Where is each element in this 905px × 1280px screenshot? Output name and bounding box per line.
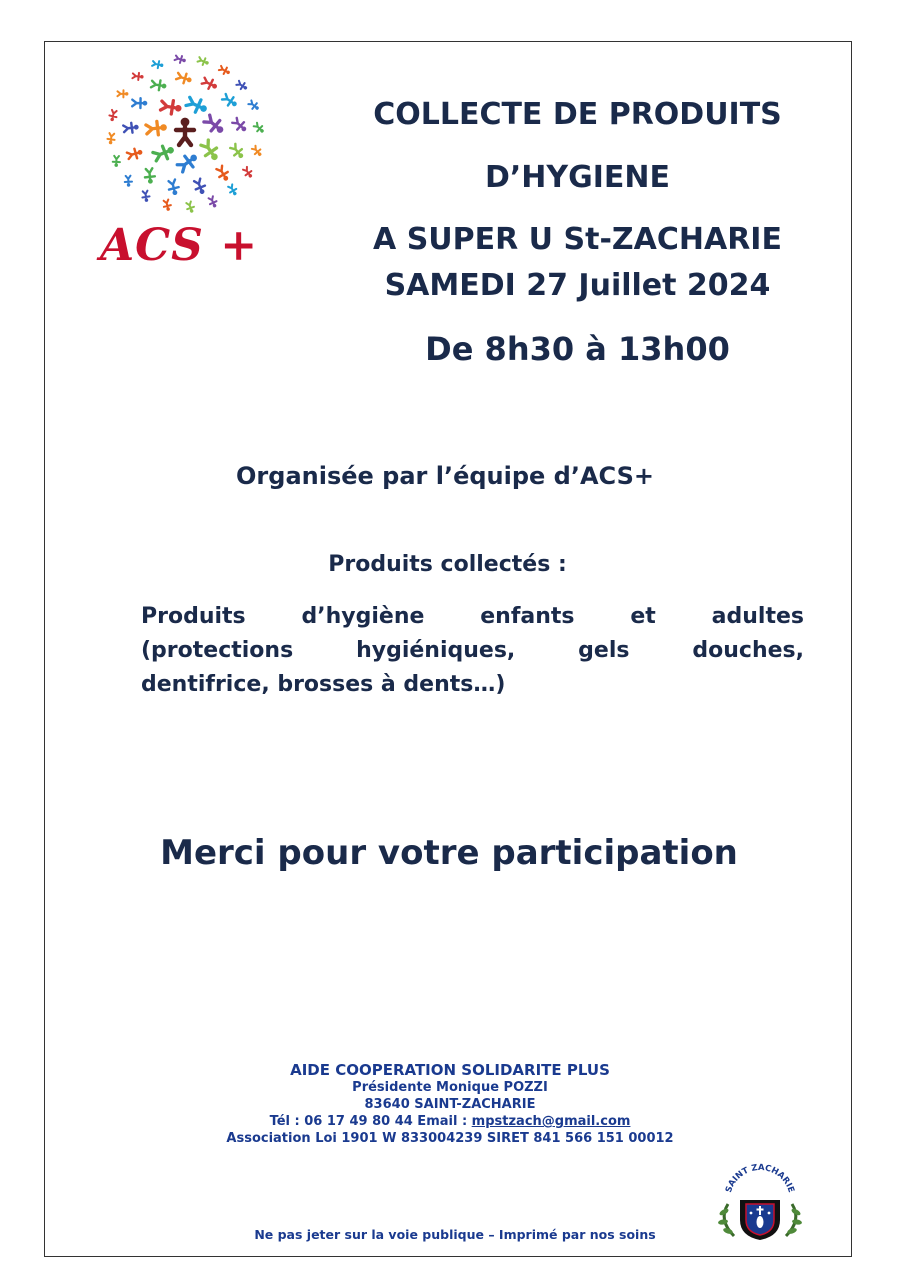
product-word: et: [630, 604, 656, 629]
person-figure-icon: [231, 117, 249, 134]
product-word: douches,: [692, 638, 804, 663]
headline-line-1: COLLECTE DE PRODUITS: [373, 97, 782, 132]
person-figure-icon: [242, 166, 254, 179]
person-figure-icon: [185, 201, 195, 214]
person-figure-icon: [167, 179, 180, 196]
contact-line: [150, 1113, 750, 1130]
products-description: [141, 600, 804, 702]
registration-line: Association Loi 1901 W 833004239 SIRET 841 566 151 00012: [226, 1131, 674, 1146]
association-footer: [150, 1062, 750, 1147]
email-link[interactable]: mpstzach@gmail.com: [471, 1114, 631, 1129]
thank-you-message: Merci pour votre participation: [160, 833, 738, 873]
people-globe-icon: [100, 48, 270, 218]
product-word: d’hygiène: [301, 604, 425, 629]
person-figure-icon: [144, 168, 155, 184]
products-line-1: [141, 600, 804, 634]
person-figure-icon: [236, 80, 249, 92]
phone-label: Tél : 06 17 49 80 44 Email :: [269, 1114, 472, 1129]
person-figure-icon: [176, 151, 201, 174]
headline-hours: De 8h30 à 13h00: [425, 330, 730, 368]
person-figure-icon: [193, 178, 208, 196]
person-figure-icon: [185, 95, 209, 116]
person-figure-icon: [174, 54, 187, 64]
person-figure-icon: [197, 56, 210, 67]
address-line: 83640 SAINT-ZACHARIE: [364, 1097, 536, 1112]
person-figure-icon: [126, 147, 143, 161]
person-figure-icon: [207, 196, 218, 209]
person-figure-icon: [176, 118, 194, 145]
person-figure-icon: [107, 133, 116, 145]
products-title: Produits collectés :: [328, 552, 567, 577]
president-line: Présidente Monique POZZI: [352, 1080, 548, 1095]
person-figure-icon: [152, 143, 176, 163]
person-figure-icon: [151, 79, 167, 91]
person-figure-icon: [108, 110, 118, 122]
person-figure-icon: [202, 113, 226, 137]
organiser-line: Organisée par l’équipe d’ACS+: [236, 462, 654, 490]
person-figure-icon: [152, 60, 164, 69]
person-figure-icon: [176, 71, 193, 85]
person-figure-icon: [215, 165, 231, 183]
association-name: AIDE COOPERATION SOLIDARITE PLUS: [290, 1061, 610, 1079]
person-figure-icon: [162, 199, 172, 211]
product-word: Produits: [141, 604, 246, 629]
person-figure-icon: [160, 99, 182, 116]
person-figure-icon: [227, 184, 239, 197]
products-line-3: dentifrice, brosses à dents…): [141, 672, 506, 697]
person-figure-icon: [117, 90, 128, 97]
person-figure-icon: [132, 72, 144, 80]
person-figure-icon: [146, 120, 168, 136]
person-figure-icon: [229, 143, 246, 161]
person-figure-icon: [199, 139, 222, 164]
person-figure-icon: [123, 122, 139, 134]
person-figure-icon: [132, 98, 147, 108]
person-figure-icon: [221, 93, 239, 110]
product-word: hygiéniques,: [356, 638, 516, 663]
person-figure-icon: [251, 145, 264, 158]
brand-logo-text: ACS +: [100, 220, 259, 271]
person-figure-icon: [113, 156, 121, 167]
disposal-notice: Ne pas jeter sur la voie publique – Imprimé par nos soins: [254, 1227, 656, 1242]
person-figure-icon: [248, 99, 261, 111]
headline-line-2: D’HYGIENE: [484, 160, 670, 195]
product-word: adultes: [711, 604, 804, 629]
product-word: (protections: [141, 638, 294, 663]
product-word: gels: [578, 638, 630, 663]
person-figure-icon: [218, 65, 231, 76]
svg-text:SAINT ZACHARIE: SAINT ZACHARIE: [724, 1162, 796, 1194]
person-figure-icon: [253, 122, 266, 135]
headline-date: SAMEDI 27 Juillet 2024: [384, 268, 771, 303]
person-figure-icon: [124, 176, 132, 187]
person-figure-icon: [201, 76, 219, 91]
person-figure-icon: [142, 190, 151, 202]
headline-location: A SUPER U St-ZACHARIE: [373, 222, 782, 257]
product-word: enfants: [480, 604, 575, 629]
products-line-2: [141, 634, 804, 668]
